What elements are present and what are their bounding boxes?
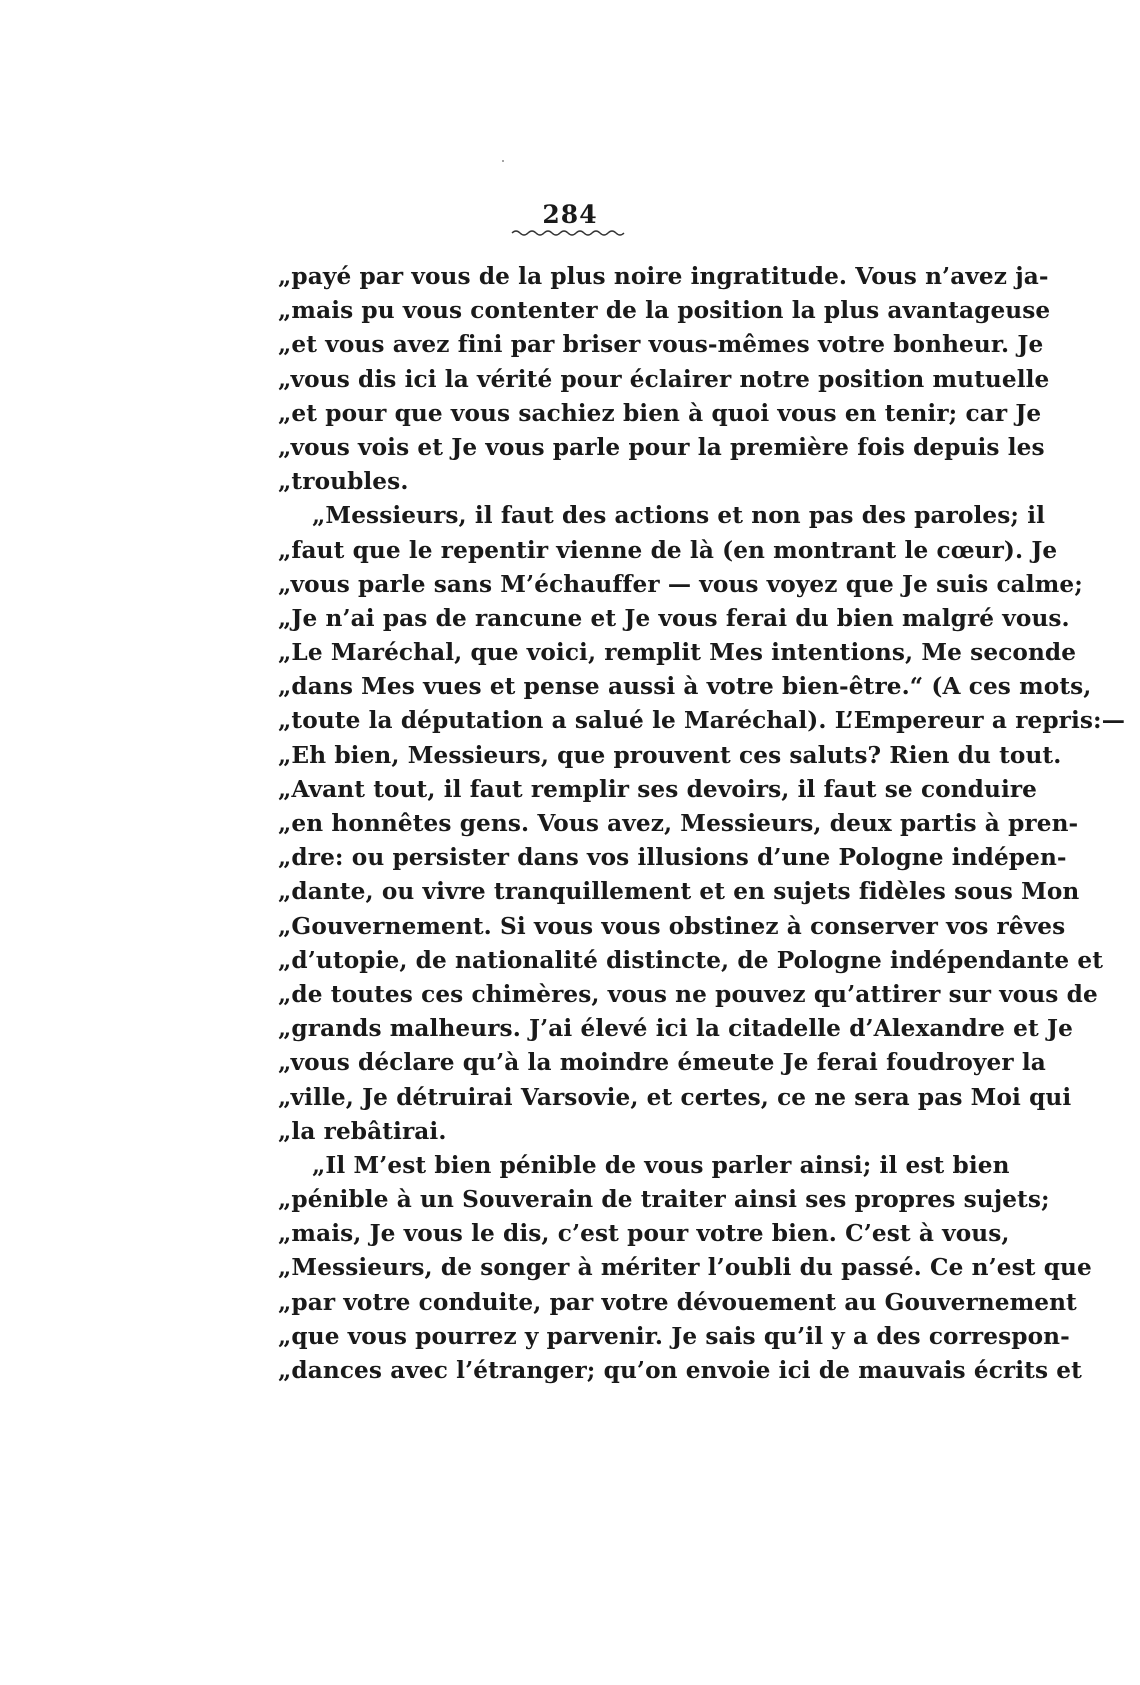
text-line: „vous déclare qu’à la moindre émeute Je ferai foudroyer la xyxy=(278,1049,1046,1077)
text-line: „de toutes ces chimères, vous ne pouvez qu’attirer sur vous de xyxy=(278,980,1098,1008)
text-line: „par votre conduite, par votre dévouement au Gouvernement xyxy=(278,1288,1077,1316)
text-line: „la rebâtirai. xyxy=(278,1117,447,1145)
text-line: „Eh bien, Messieurs, que prouvent ces saluts? Rien du tout. xyxy=(278,741,1062,769)
text-line: „et pour que vous sachiez bien à quoi vous en tenir; car Je xyxy=(278,399,1042,427)
text-line: „mais, Je vous le dis, c’est pour votre bien. C’est à vous, xyxy=(278,1220,1010,1248)
text-line: „pénible à un Souverain de traiter ainsi ses propres sujets; xyxy=(278,1186,1050,1214)
text-line: „que vous pourrez y parvenir. Je sais qu’il y a des correspon- xyxy=(278,1322,1070,1350)
page-number: 284 xyxy=(542,200,598,229)
text-line: „ville, Je détruirai Varsovie, et certes, ce ne sera pas Moi qui xyxy=(278,1083,1072,1111)
page-header xyxy=(62,200,1078,237)
text-line: „faut que le repentir vienne de là (en montrant le cœur). Je xyxy=(278,536,1058,564)
text-line: „vous vois et Je vous parle pour la première fois depuis les xyxy=(278,433,1045,461)
text-line: „payé par vous de la plus noire ingratitude. Vous n’avez ja- xyxy=(278,263,1049,290)
text-line: „dances avec l’étranger; qu’on envoie ici de mauvais écrits et xyxy=(278,1357,1082,1384)
text-line: „vous parle sans M’échauffer — vous voyez que Je suis calme; xyxy=(278,570,1083,598)
text-line: „et vous avez fini par briser vous-mêmes votre bonheur. Je xyxy=(278,331,1044,359)
text-line: „dre: ou persister dans vos illusions d’une Pologne indépen- xyxy=(278,844,1067,872)
text-line: „Messieurs, de songer à mériter l’oubli du passé. Ce n’est que xyxy=(278,1254,1092,1282)
text-line: „d’utopie, de nationalité distincte, de Pologne indépendante et xyxy=(278,946,1104,974)
text-line: „Il M’est bien pénible de vous parler ainsi; il est bien xyxy=(312,1151,1010,1179)
stray-dot xyxy=(502,160,504,162)
text-line: „toute la députation a salué le Maréchal). L’Empereur a repris:— xyxy=(278,707,1125,735)
text-line: „en honnêtes gens. Vous avez, Messieurs, deux partis à pren- xyxy=(278,810,1079,837)
text-line: „Messieurs, il faut des actions et non pas des paroles; il xyxy=(312,502,1046,530)
text-line: „troubles. xyxy=(278,468,409,496)
text-line: „grands malheurs. J’ai élevé ici la citadelle d’Alexandre et Je xyxy=(278,1015,1073,1043)
body-text xyxy=(278,260,1125,1388)
text-line: „vous dis ici la vérité pour éclairer notre position mutuelle xyxy=(278,365,1050,393)
text-line: „Avant tout, il faut remplir ses devoirs, il faut se conduire xyxy=(278,775,1038,803)
text-line: „mais pu vous contenter de la position la plus avantageuse xyxy=(278,297,1051,325)
text-line: „Je n’ai pas de rancune et Je vous ferai du bien malgré vous. xyxy=(278,604,1070,632)
text-line: „Le Maréchal, que voici, remplit Mes intentions, Me seconde xyxy=(278,639,1077,667)
text-line: „Gouvernement. Si vous vous obstinez à conserver vos rêves xyxy=(278,912,1066,940)
text-line: „dante, ou vivre tranquillement et en sujets fidèles sous Mon xyxy=(278,878,1080,906)
text-line: „dans Mes vues et pense aussi à votre bien-être.“ (A ces mots, xyxy=(278,673,1092,701)
